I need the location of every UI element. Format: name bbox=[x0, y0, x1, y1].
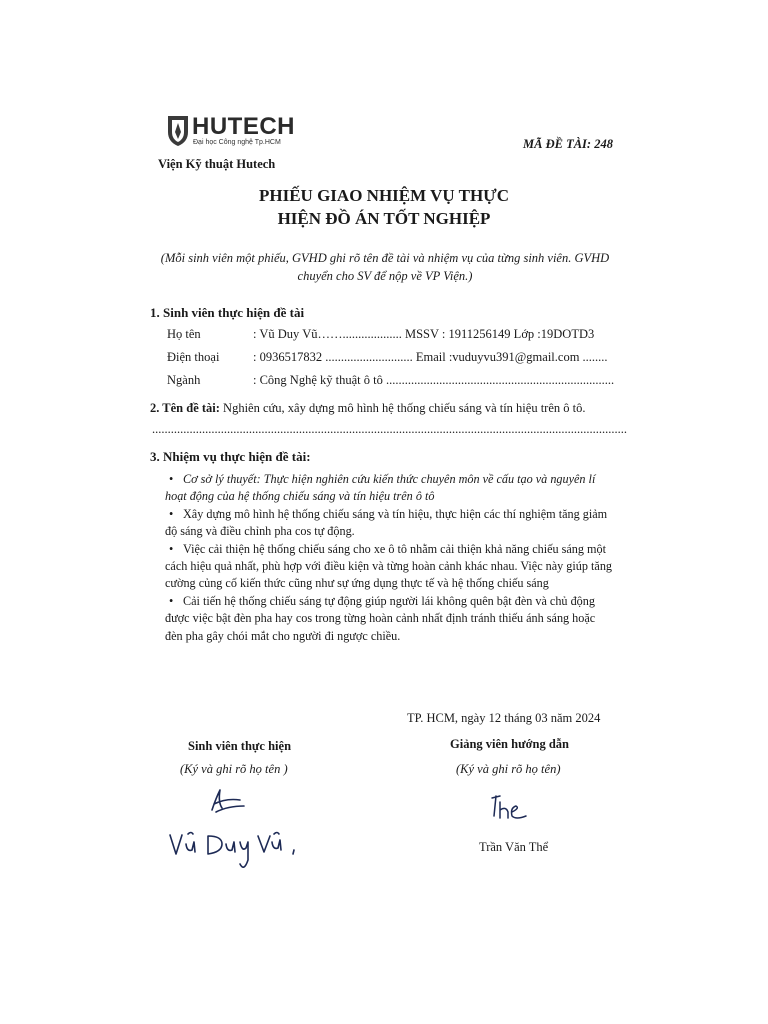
student-name-row bbox=[167, 327, 594, 342]
bullet-icon: • bbox=[169, 506, 174, 521]
advisor-signature bbox=[480, 792, 540, 828]
student-signature-note: (Ký và ghi rõ họ tên ) bbox=[180, 762, 288, 776]
date-line: TP. HCM, ngày 12 tháng 03 năm 2024 bbox=[407, 711, 601, 725]
advisor-name: Trần Văn Thể bbox=[479, 840, 549, 854]
shield-icon bbox=[168, 116, 188, 146]
bullet-icon: • bbox=[169, 541, 174, 556]
name-label: Họ tên bbox=[167, 327, 201, 341]
document-title-line2: HIỆN ĐỒ ÁN TỐT NGHIỆP bbox=[277, 209, 491, 228]
phone-value: : 0936517832 ............................ Email :vuduyvu391@gmail.com ........ bbox=[253, 350, 608, 364]
task-list bbox=[165, 471, 615, 645]
bullet-icon: • bbox=[169, 472, 174, 486]
bullet-icon: • bbox=[169, 593, 174, 608]
list-item: • Xây dựng mô hình hệ thống chiếu sáng và tín hiệu, thực hiện các thí nghiệm tăng giảm độ sáng và điều chỉnh pha cos tự động. bbox=[165, 506, 608, 539]
student-phone-row bbox=[167, 350, 608, 365]
topic-code: MÃ ĐỀ TÀI: 248 bbox=[523, 137, 613, 151]
section2-heading: 2. Tên đề tài: bbox=[150, 401, 220, 415]
section2-row bbox=[150, 401, 586, 416]
institute-name: Viện Kỹ thuật Hutech bbox=[158, 157, 276, 171]
section2-dotted-line: ........................................................................................................................................................ bbox=[152, 422, 627, 436]
advisor-signature-note: (Ký và ghi rõ họ tên) bbox=[456, 762, 561, 776]
list-item: • Việc cải thiện hệ thống chiếu sáng cho xe ô tô nhằm cải thiện khả năng chiếu sáng một cách hiệu quả nhất, phù hợp với điều kiện và từng hoàn cảnh khác nhau. Việc này giúp tăng cường củng cố kiến thức cũng như sự ứng dụng thực tế và hệ thống chiếu sáng bbox=[165, 541, 613, 591]
student-signature-title: Sinh viên thực hiện bbox=[188, 739, 292, 753]
logo-text: HUTECH bbox=[192, 113, 295, 140]
student-signature bbox=[160, 780, 310, 880]
name-value: : Vũ Duy Vũ……................... MSSV : 1911256149 Lớp :19DOTD3 bbox=[253, 327, 595, 341]
student-major-row bbox=[167, 373, 614, 388]
major-value: : Công Nghệ kỹ thuật ô tô ......................................................................... bbox=[253, 373, 615, 387]
logo-subtitle: Đại học Công nghệ Tp.HCM bbox=[193, 139, 281, 146]
phone-label: Điện thoại bbox=[167, 350, 220, 364]
section1-heading: 1. Sinh viên thực hiện đề tài bbox=[150, 305, 305, 320]
advisor-signature-title: Giảng viên hướng dẫn bbox=[450, 737, 569, 751]
instruction-note: (Mỗi sinh viên một phiếu, GVHD ghi rõ tên đề tài và nhiệm vụ của từng sinh viên. GVHD chuyển cho SV để nộp về VP Viện.) bbox=[160, 251, 610, 283]
section3-heading: 3. Nhiệm vụ thực hiện đề tài: bbox=[150, 449, 311, 464]
list-item: • Cải tiến hệ thống chiếu sáng tự động giúp người lái không quên bật đèn và chủ động được việc bật đèn pha hay cos trong từng hoàn cảnh nhất định tránh thiếu ánh sáng hoặc đèn pha gây chói mắt cho người đi ngược chiều. bbox=[165, 593, 596, 643]
major-label: Ngành bbox=[167, 373, 201, 387]
topic-title: Nghiên cứu, xây dựng mô hình hệ thống chiếu sáng và tín hiệu trên ô tô. bbox=[219, 401, 586, 415]
list-item: • Cơ sở lý thuyết: Thực hiện nghiên cứu kiến thức chuyên môn về cấu tạo và nguyên lí hoạt động của hệ thống chiếu sáng và tín hiệu trên ô tô bbox=[165, 472, 596, 504]
document-title-line1: PHIẾU GIAO NHIỆM VỤ THỰC bbox=[259, 186, 509, 205]
